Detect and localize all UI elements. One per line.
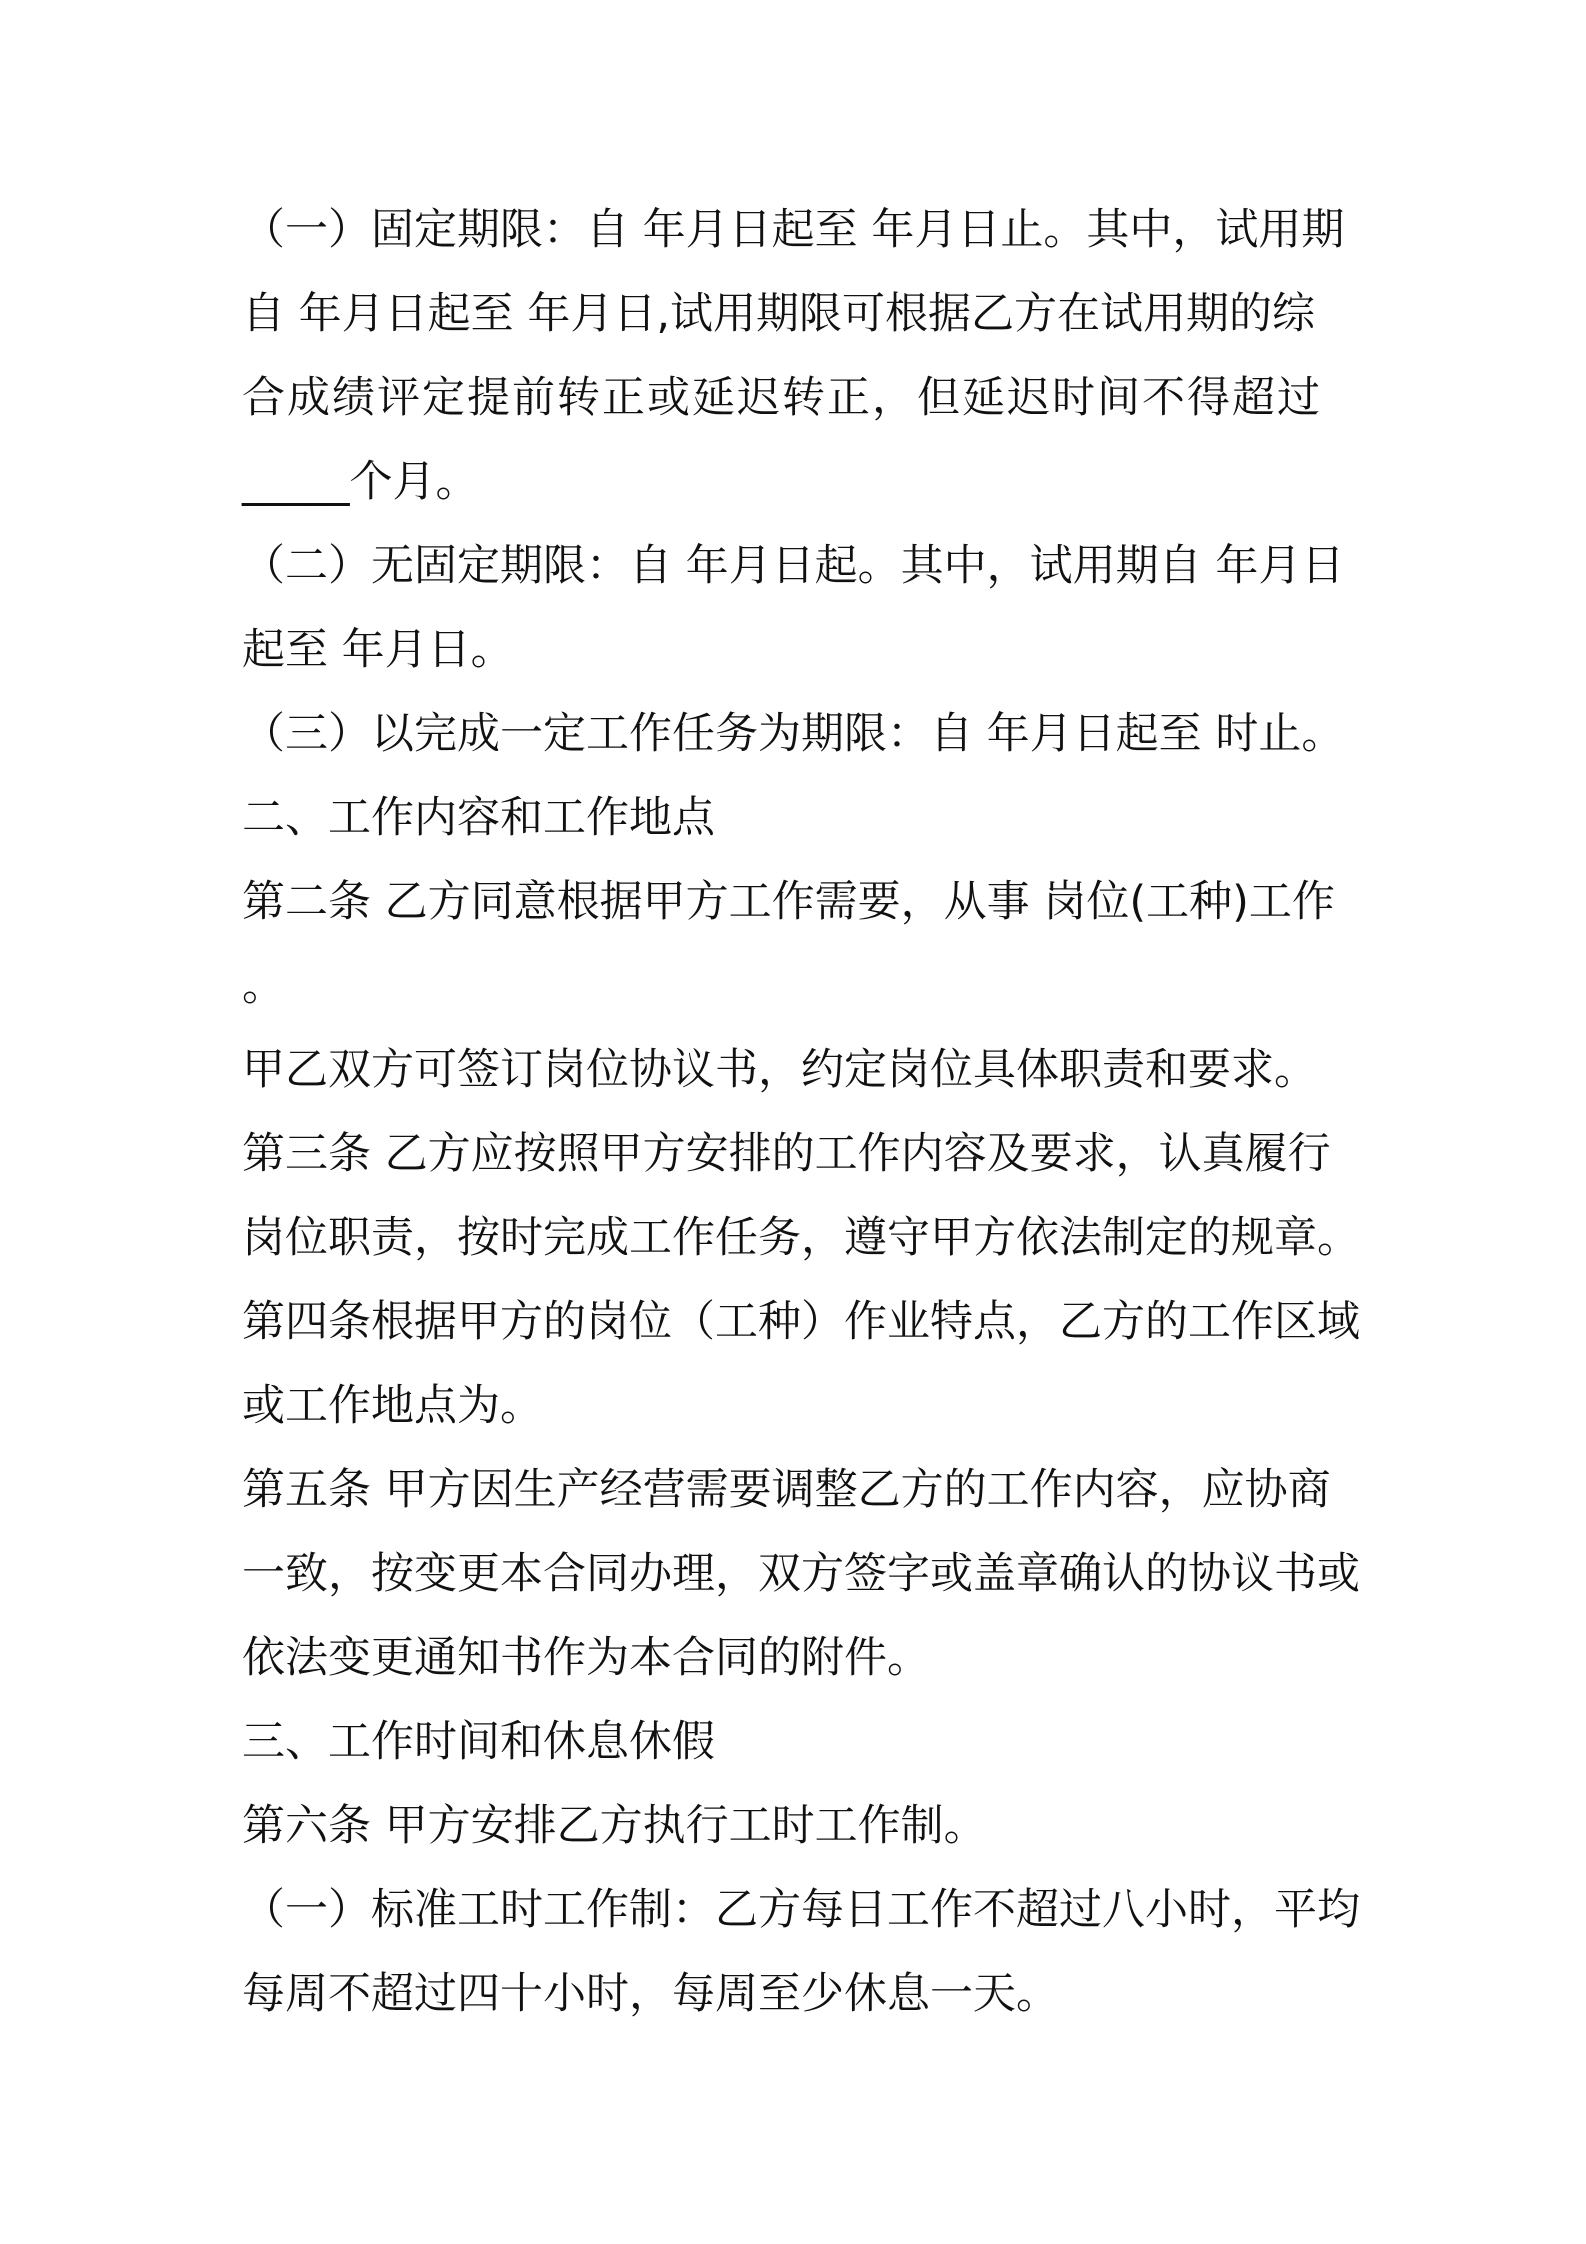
- paragraph-line: 合成绩评定提前转正或延迟转正，但延迟时间不得超过: [242, 373, 1322, 423]
- paragraph-line: 第六条 甲方安排乙方执行工时工作制。: [242, 1801, 987, 1851]
- paragraph-line: 第三条 乙方应按照甲方安排的工作内容及要求，认真履行: [242, 1129, 1331, 1179]
- paragraph-line: （一）固定期限：自 年月日起至 年月日止。其中，试用期: [242, 205, 1345, 255]
- paragraph-line: 第二条 乙方同意根据甲方工作需要，从事 岗位(工种)工作: [242, 877, 1335, 927]
- paragraph-line: 一致，按变更本合同办理，双方签字或盖章确认的协议书或: [242, 1549, 1360, 1599]
- paragraph-line: _____个月。: [242, 457, 479, 507]
- paragraph-line: （二）无固定期限：自 年月日起。其中，试用期自 年月日: [242, 541, 1345, 591]
- paragraph-line: 自 年月日起至 年月日,试用期限可根据乙方在试用期的综: [242, 289, 1316, 339]
- paragraph-line: 第四条根据甲方的岗位（工种）作业特点，乙方的工作区域: [242, 1297, 1360, 1347]
- paragraph-line: 岗位职责，按时完成工作任务，遵守甲方依法制定的规章。: [242, 1213, 1360, 1263]
- section-heading: 三、工作时间和休息休假: [242, 1717, 715, 1767]
- paragraph-line: 。: [242, 961, 285, 1011]
- paragraph-line: 每周不超过四十小时，每周至少休息一天。: [242, 1969, 1059, 2019]
- contract-text: [242, 188, 1367, 2036]
- paragraph-line: 依法变更通知书作为本合同的附件。: [242, 1633, 930, 1683]
- paragraph-line: （三）以完成一定工作任务为期限：自 年月日起至 时止。: [242, 709, 1345, 759]
- paragraph-line: 第五条 甲方因生产经营需要调整乙方的工作内容，应协商: [242, 1465, 1331, 1515]
- paragraph-line: （一）标准工时工作制：乙方每日工作不超过八小时，平均: [242, 1885, 1360, 1935]
- paragraph-line: 起至 年月日。: [242, 625, 514, 675]
- section-heading: 二、工作内容和工作地点: [242, 793, 715, 843]
- paragraph-line: 甲乙双方可签订岗位协议书，约定岗位具体职责和要求。: [242, 1045, 1317, 1095]
- paragraph-line: 或工作地点为。: [242, 1381, 543, 1431]
